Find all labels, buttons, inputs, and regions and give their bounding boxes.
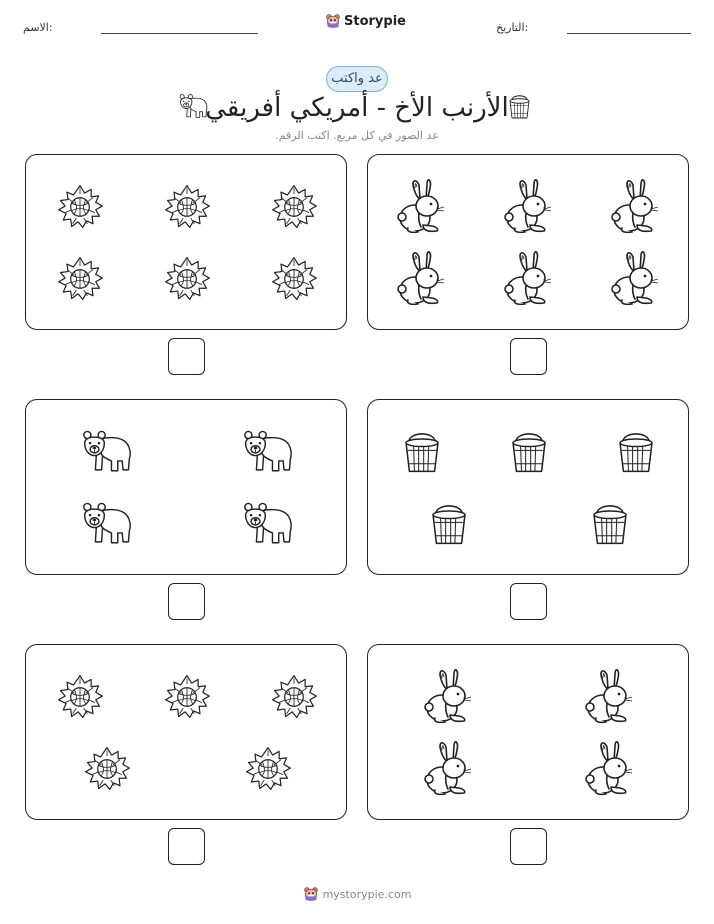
counting-panel-top-left (25, 154, 347, 330)
footer-url: mystorypie.com (322, 887, 412, 901)
answer-box-middle-left[interactable] (168, 583, 205, 620)
date-label: التاريخ: (496, 21, 529, 34)
rabbit-icon (504, 179, 554, 235)
bush-icon (54, 181, 106, 233)
rabbit-icon (424, 741, 474, 797)
name-label: الاسم: (23, 21, 53, 34)
bucket-icon (401, 425, 443, 479)
bush-icon (161, 671, 213, 723)
rabbit-icon (397, 179, 447, 235)
rabbit-icon (611, 251, 661, 307)
rabbit-icon (424, 669, 474, 725)
bush-icon (81, 743, 133, 795)
answer-box-middle-right[interactable] (510, 583, 547, 620)
counting-panel-bottom-right (367, 644, 689, 820)
bush-icon (54, 671, 106, 723)
mascot-icon (303, 886, 319, 902)
counting-panel-middle-right (367, 399, 689, 575)
bush-icon (268, 181, 320, 233)
bucket-icon (428, 497, 470, 551)
bush-icon (54, 253, 106, 305)
name-field[interactable] (101, 33, 258, 34)
counting-panel-middle-left (25, 399, 347, 575)
bush-icon (161, 181, 213, 233)
bush-icon (161, 253, 213, 305)
date-field[interactable] (567, 33, 691, 34)
rabbit-icon (585, 741, 635, 797)
bucket-icon (507, 92, 532, 121)
mascot-icon (325, 13, 341, 29)
storypie-logo (325, 13, 406, 29)
instructions: عد الصور في كل مربع. اكتب الرقم. (275, 129, 439, 142)
footer (0, 886, 714, 902)
bush-icon (268, 253, 320, 305)
answer-box-top-left[interactable] (168, 338, 205, 375)
answer-box-bottom-left[interactable] (168, 828, 205, 865)
brand-name: Storypie (344, 13, 406, 29)
answer-box-bottom-right[interactable] (510, 828, 547, 865)
rabbit-icon (585, 669, 635, 725)
bucket-icon (508, 425, 550, 479)
counting-panel-top-right (367, 154, 689, 330)
rabbit-icon (397, 251, 447, 307)
rabbit-icon (504, 251, 554, 307)
bear-icon (243, 500, 293, 548)
answer-box-top-right[interactable] (510, 338, 547, 375)
bush-icon (268, 671, 320, 723)
header (0, 0, 714, 60)
rabbit-icon (611, 179, 661, 235)
bucket-icon (615, 425, 657, 479)
bear-icon (243, 428, 293, 476)
counting-panel-bottom-left (25, 644, 347, 820)
activity-badge: عد واكتب (326, 66, 388, 92)
bear-icon (82, 500, 132, 548)
bear-icon (82, 428, 132, 476)
page-title: الأرنب الأخ - أمريكي أفريقي (205, 93, 509, 123)
bush-icon (242, 743, 294, 795)
bucket-icon (589, 497, 631, 551)
